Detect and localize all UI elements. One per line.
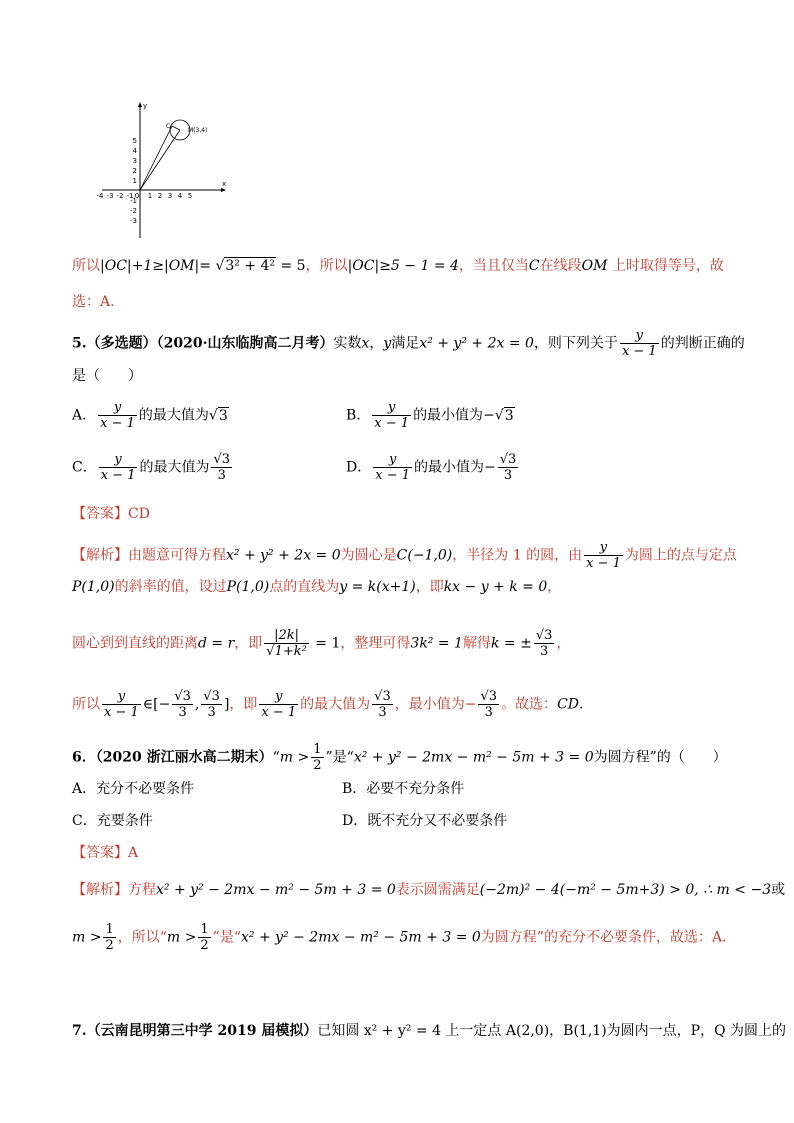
text: ，即 [234, 635, 263, 652]
text: 解得 [462, 635, 491, 652]
fraction [201, 689, 222, 720]
text: 的最小值为 [413, 407, 484, 424]
denominator: 2 [200, 938, 209, 953]
math: y = k(x+1) [339, 579, 416, 595]
math: |OC|≥5 − 1 = 4 [347, 258, 459, 274]
radicand: 3 [504, 407, 514, 424]
q5-answer: 【答案】CD [72, 506, 150, 522]
option-label: D． [346, 459, 372, 476]
denominator: 3 [217, 468, 226, 483]
numerator: y [620, 328, 659, 344]
y-tick: -2 [130, 207, 137, 215]
denominator: x − 1 [374, 416, 410, 431]
sqrt: √3 [208, 407, 228, 424]
fraction [211, 452, 232, 483]
math: C(−1,0) [396, 547, 453, 564]
denominator: x − 1 [586, 556, 621, 571]
fraction [534, 628, 555, 659]
math: = 1 [310, 635, 341, 652]
text: ”是“ [212, 929, 241, 946]
math: m > [72, 929, 102, 946]
text: 或 [771, 882, 786, 898]
option-label: A． [72, 407, 97, 424]
math: ∈[− [142, 696, 171, 713]
q4-analysis-line1 [72, 256, 724, 276]
numerator: y [373, 452, 412, 468]
radicand: 1+k² [274, 644, 307, 659]
numerator: √3 [213, 452, 231, 467]
q6-analysis-line1 [72, 880, 785, 900]
math: m > [166, 929, 197, 946]
radicand: 3 [211, 689, 220, 704]
text: 点的直线为 [269, 579, 340, 595]
radicand: 3 [544, 628, 553, 643]
fraction [264, 628, 309, 659]
q5-analysis-line1 [72, 540, 737, 571]
numerator: 1 [200, 922, 209, 937]
text: 的最大值为 [139, 459, 210, 476]
analysis-label: 【解析】 [72, 547, 128, 564]
denominator: x − 1 [621, 344, 657, 359]
denominator: 3 [207, 705, 216, 720]
q5-analysis-line3 [72, 628, 570, 659]
text: ，则下列关于 [533, 335, 618, 352]
radicand: 3 [218, 407, 228, 424]
math: x² + y² − 2mx − m² − 5m + 3 = 0 [156, 882, 396, 898]
numerator: y [259, 689, 298, 705]
numerator: 1 [313, 742, 322, 757]
text: ，所以“ [117, 929, 167, 946]
fraction [102, 689, 141, 720]
q6-analysis-line2 [72, 922, 727, 953]
sqrt: √3² + 4² [215, 258, 276, 274]
fraction [99, 452, 138, 483]
math: = [199, 258, 216, 274]
text: 在线段 [539, 258, 582, 274]
point-c-label: C [166, 123, 171, 130]
text: ，当且仅当 [458, 258, 529, 274]
text: ，即 [415, 579, 444, 595]
denominator: x − 1 [375, 468, 410, 483]
fraction [198, 922, 210, 953]
fraction [98, 400, 137, 431]
text: 由题意可得方程 [128, 547, 226, 564]
numerator: √3 [535, 628, 553, 643]
x-axis-arrow [221, 188, 226, 192]
math: x² + y² − 2mx − m² − 5m + 3 = 0 [353, 749, 594, 766]
text: ，即 [229, 696, 258, 713]
text: ”是“ [325, 749, 354, 766]
radicand: 3 [488, 689, 498, 704]
q5-option-a [72, 400, 229, 431]
fraction [372, 689, 393, 720]
x-tick: -3 [106, 192, 114, 200]
numerator: √3 [174, 689, 191, 704]
q6-answer: 【答案】A [72, 845, 139, 861]
x-tick: 1 [147, 192, 153, 200]
q7-stem [72, 1021, 786, 1041]
numerator: 1 [105, 922, 114, 937]
x-tick: 4 [177, 192, 183, 200]
q5-option-d: D． $\frac{y}{x - 1}$ 的最小值为− $\frac{√3}{3}$ [346, 452, 517, 483]
q6-option-b: B．必要不充分条件 [342, 781, 465, 797]
math: ] [223, 696, 230, 713]
text: ，半径为 1 的圆，由 [452, 547, 583, 564]
x-axis-label: x [222, 180, 227, 188]
y-axis-label: y [143, 102, 148, 110]
y-tick: 5 [132, 137, 137, 145]
math: OM [581, 258, 608, 274]
y-tick: 1 [132, 177, 137, 185]
coordinate-figure [96, 100, 230, 242]
math: CD [557, 696, 579, 713]
denominator: 3 [378, 705, 387, 720]
denominator: x − 1 [261, 705, 297, 720]
math: P(1,0) [226, 579, 270, 595]
numerator: √3 [374, 689, 391, 704]
denominator: 3 [503, 468, 513, 483]
q5-stem-line2: 是（ ） [72, 368, 142, 384]
text: 实数 [333, 335, 362, 352]
origin-label: 0 [134, 192, 140, 200]
text: 为圆方程”的充分不必要条件，故选：A. [480, 929, 727, 946]
numerator: √3 [203, 689, 220, 704]
fraction [584, 540, 623, 571]
numerator: y [98, 400, 137, 416]
math: P(1,0) [72, 579, 115, 595]
q6-option-a: A．充分不必要条件 [72, 781, 195, 797]
fraction [372, 400, 411, 431]
text: 满足 [391, 335, 420, 352]
radicand: 3 [382, 689, 391, 704]
math: = 5 [276, 258, 306, 274]
text: 表示圆需满足 [395, 882, 480, 898]
math: , [194, 696, 200, 713]
segment-cm [172, 126, 180, 130]
math: C [528, 258, 540, 274]
text: 为圆上的点与定点 [624, 547, 737, 564]
y-tick-labels [130, 137, 138, 225]
q5-analysis-line2 [72, 577, 561, 597]
point-m-label: M(3,4) [188, 127, 208, 134]
fraction [620, 328, 659, 359]
denominator: 3 [178, 705, 187, 720]
fraction [498, 452, 519, 483]
denominator: 3 [484, 705, 493, 720]
denominator: x − 1 [104, 705, 139, 720]
text: ， [369, 335, 384, 352]
text: 上时取得等号，故 [607, 258, 724, 274]
segment-oc [140, 126, 172, 190]
math: x² + y² − 2mx − m² − 5m + 3 = 0 [241, 929, 481, 946]
math: kx − y + k = 0 [443, 579, 548, 595]
y-axis-arrow [138, 102, 142, 107]
y-tick: 2 [132, 167, 137, 175]
option-label: B． [346, 407, 371, 424]
y-tick: 4 [132, 147, 137, 155]
x-tick-labels [97, 192, 193, 200]
segment-om [140, 130, 180, 190]
math: 3k² = 1 [410, 635, 463, 652]
denominator: x − 1 [100, 416, 135, 431]
q6-option-c: C．充要条件 [72, 813, 153, 829]
question-head: 7.（云南昆明第三中学 2019 届模拟） [72, 1023, 318, 1039]
text: “ [272, 749, 280, 766]
text: 的最大值为 [300, 696, 371, 713]
text: 方程 [128, 882, 156, 898]
q4-analysis-line2: 选：A. [72, 294, 115, 310]
denominator: √1+k² [266, 644, 307, 659]
fraction [259, 689, 298, 720]
numerator: y [99, 452, 138, 468]
x-tick: -4 [96, 192, 104, 200]
text: 。故选： [501, 696, 558, 713]
text: ，最小值为− [394, 696, 477, 713]
sqrt: √3 [494, 407, 514, 424]
numerator: √3 [499, 452, 517, 467]
text: 所以 [72, 696, 100, 713]
question-head: 6．（2020 浙江丽水高二期末） [72, 749, 273, 766]
radicand: 3 [182, 689, 191, 704]
numerator: |2k| [264, 628, 309, 644]
text: 的最大值为 [138, 407, 209, 424]
y-tick: 3 [132, 157, 137, 165]
math: k = ± [490, 635, 532, 652]
radicand: 3² + 4² [225, 258, 276, 274]
math: (−2m)² − 4(−m² − 5m+3) > 0, ∴ m < −3 [479, 882, 772, 898]
text: 的斜率的值，设过 [114, 579, 227, 595]
text: 所以 [72, 258, 100, 274]
math: d = r [198, 635, 235, 652]
text: ， [556, 635, 571, 652]
denominator: x − 1 [100, 468, 136, 483]
radicand: 3 [508, 452, 517, 467]
text: 圆心到到直线的距离 [72, 635, 198, 652]
q6-option-d: D．既不充分又不必要条件 [342, 813, 508, 829]
text: 的判断正确的 [660, 335, 745, 352]
text: ，整理可得 [340, 635, 411, 652]
x-tick: 3 [167, 192, 173, 200]
numerator: y [584, 540, 623, 556]
option-label: C． [72, 459, 97, 476]
fraction [172, 689, 193, 720]
radicand: 3 [221, 452, 231, 467]
text: 为圆心是 [340, 547, 397, 564]
numerator: y [372, 400, 411, 416]
math: x² + y² + 2x = 0 [226, 547, 341, 564]
fraction [311, 742, 323, 773]
q5-option-c [72, 452, 234, 483]
math: |OC|+1≥|OM| [100, 258, 200, 274]
denominator: 3 [539, 644, 549, 659]
fraction [373, 452, 412, 483]
q5-option-b: B． $\frac{y}{x - 1}$ 的最小值为−√3 [346, 400, 514, 431]
x-tick: 2 [157, 192, 163, 200]
question-head: 5.（多选题）（2020·山东临朐高二月考） [72, 335, 334, 352]
numerator: √3 [480, 689, 498, 704]
y-tick: -1 [130, 197, 137, 205]
denominator: 2 [105, 938, 114, 953]
math: x [361, 335, 370, 352]
math: m > [279, 749, 310, 766]
x-tick: 5 [187, 192, 193, 200]
text: 已知圆 x² + y² = 4 上一定点 A(2,0)，B(1,1)为圆内一点，P，Q 为圆上的 [317, 1023, 786, 1039]
x-tick: -1 [126, 192, 134, 200]
math: y [383, 335, 392, 352]
text: ，所以 [305, 258, 348, 274]
denominator: 2 [313, 758, 322, 773]
fraction [103, 922, 115, 953]
q5-stem-line1 [72, 328, 745, 359]
analysis-label: 【解析】 [72, 882, 128, 898]
text: 为圆方程”的（ ） [593, 749, 727, 766]
text: 的最小值为 [414, 459, 484, 476]
q6-stem [72, 742, 727, 773]
y-tick: -3 [130, 217, 137, 225]
q5-analysis-line4 [72, 689, 583, 720]
x-tick: -2 [116, 192, 124, 200]
text: ， [547, 579, 562, 595]
fraction [478, 689, 499, 720]
math: . [579, 696, 584, 713]
numerator: y [102, 689, 141, 705]
math: x² + y² + 2x = 0 [419, 335, 534, 352]
